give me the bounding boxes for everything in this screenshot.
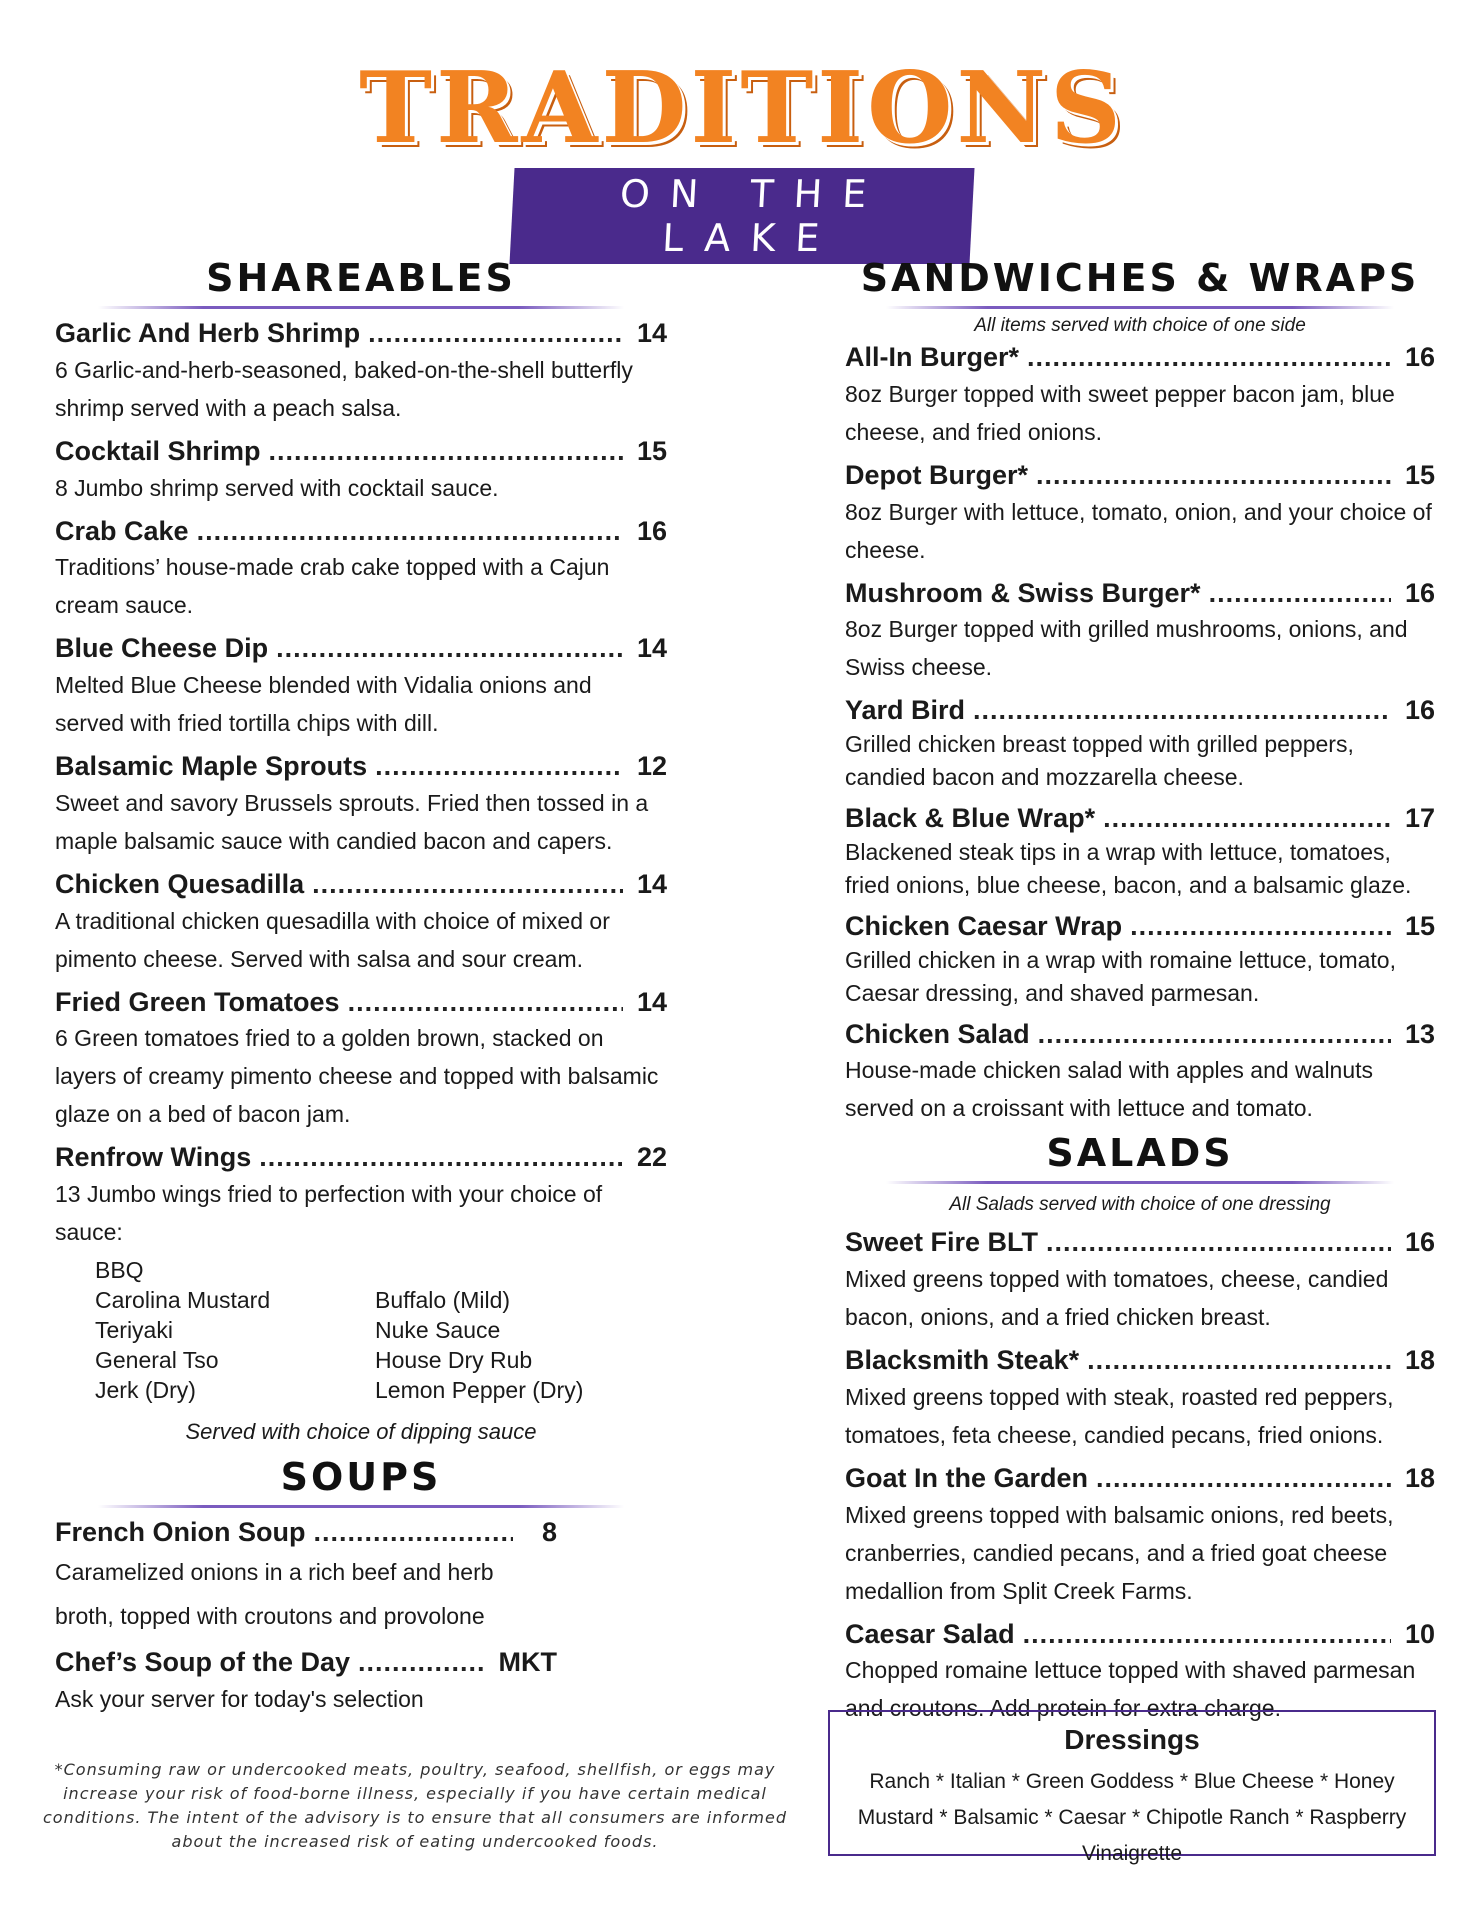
menu-item bbox=[55, 435, 667, 507]
dot-leader bbox=[1103, 802, 1391, 836]
logo-title: TRADITIONS bbox=[359, 51, 1125, 166]
item-price: 16 bbox=[636, 515, 667, 546]
item-price: MKT bbox=[498, 1646, 557, 1677]
item-description: Sweet and savory Brussels sprouts. Fried then tossed in a maple balsamic sauce with candied bacon and capers. bbox=[55, 789, 649, 854]
item-name: Chicken Salad bbox=[845, 1018, 1030, 1049]
item-description: 8 Jumbo shrimp served with cocktail sauce. bbox=[55, 474, 499, 501]
dot-leader bbox=[1027, 341, 1391, 375]
item-name: Sweet Fire BLT bbox=[845, 1227, 1039, 1258]
dressings-box bbox=[828, 1710, 1436, 1865]
item-price: 10 bbox=[1404, 1618, 1435, 1649]
dot-leader bbox=[314, 1516, 514, 1550]
item-price: 16 bbox=[1404, 577, 1435, 608]
item-price: 16 bbox=[1404, 342, 1435, 372]
menu-item bbox=[845, 802, 1435, 902]
item-price: 18 bbox=[1404, 1345, 1435, 1375]
dot-leader bbox=[375, 750, 623, 784]
dot-leader bbox=[1209, 577, 1391, 611]
dot-leader bbox=[358, 1646, 485, 1680]
item-name: Yard Bird bbox=[845, 695, 966, 726]
menu-item bbox=[55, 317, 667, 427]
sandwiches-note: All items served with choice of one side bbox=[974, 315, 1306, 336]
item-name: Balsamic Maple Sprouts bbox=[55, 751, 368, 781]
dot-leader bbox=[973, 694, 1391, 728]
item-description: Caramelized onions in a rich beef and herb broth, topped with croutons and provolone bbox=[55, 1558, 494, 1629]
item-price: 15 bbox=[1404, 910, 1435, 941]
item-description: Blackened steak tips in a wrap with lettuce, tomatoes, fried onions, blue cheese, bacon, and a balsamic glaze. bbox=[845, 838, 1412, 898]
dot-leader bbox=[276, 632, 623, 666]
item-price: 14 bbox=[636, 868, 667, 899]
sauce-option: Buffalo (Mild) bbox=[375, 1287, 511, 1313]
item-name: Blacksmith Steak* bbox=[845, 1345, 1080, 1375]
soups-title: SOUPS bbox=[280, 1455, 442, 1499]
item-description: Mixed greens topped with steak, roasted red peppers, tomatoes, feta cheese, candied pecans, fried onions. bbox=[845, 1383, 1394, 1448]
menu-item bbox=[845, 694, 1435, 794]
item-name: Caesar Salad bbox=[845, 1618, 1015, 1649]
item-name: Mushroom & Swiss Burger* bbox=[845, 577, 1201, 608]
item-name: Depot Burger* bbox=[845, 459, 1029, 490]
item-name: Chicken Caesar Wrap bbox=[845, 910, 1123, 941]
item-name: Renfrow Wings bbox=[55, 1142, 252, 1173]
menu-item bbox=[55, 750, 667, 860]
item-price: 8 bbox=[541, 1517, 557, 1547]
item-price: 16 bbox=[1404, 695, 1435, 726]
item-name: Chef’s Soup of the Day bbox=[55, 1646, 351, 1677]
menu-item bbox=[55, 632, 667, 742]
item-name: Fried Green Tomatoes bbox=[55, 986, 340, 1017]
right-column bbox=[845, 256, 1435, 1727]
dot-leader bbox=[1038, 1018, 1391, 1052]
dot-leader bbox=[368, 317, 623, 351]
menu-item bbox=[845, 1344, 1435, 1454]
item-price: 14 bbox=[636, 633, 667, 664]
dressings-list: Ranch * Italian * Green Goddess * Blue Cheese * Honey Mustard * Balsamic * Caesar * Chipotle Ranch * Raspberry Vinaigrette bbox=[857, 1770, 1407, 1865]
dot-leader bbox=[1096, 1462, 1391, 1496]
wing-sauce-list bbox=[95, 1255, 667, 1405]
dot-leader bbox=[1023, 1618, 1391, 1652]
item-description: Mixed greens topped with balsamic onions, red beets, cranberries, candied pecans, and a fried goat cheese medallion from Split Creek Farms. bbox=[845, 1501, 1394, 1604]
menu-item bbox=[55, 1141, 667, 1251]
sauce-option: Teriyaki bbox=[95, 1317, 173, 1343]
sauce-option: Jerk (Dry) bbox=[95, 1377, 196, 1403]
dot-leader bbox=[197, 515, 623, 549]
item-description: Grilled chicken breast topped with grilled peppers, candied bacon and mozzarella cheese. bbox=[845, 731, 1354, 790]
section-divider bbox=[886, 306, 1393, 309]
menu-item bbox=[845, 1226, 1435, 1336]
dot-leader bbox=[1130, 910, 1391, 944]
sauce-option: BBQ bbox=[95, 1257, 144, 1283]
item-name: Black & Blue Wrap* bbox=[845, 803, 1096, 833]
item-description: Grilled chicken in a wrap with romaine lettuce, tomato, Caesar dressing, and shaved parmesan. bbox=[845, 946, 1396, 1006]
item-description: 8oz Burger with lettuce, tomato, onion, and your choice of cheese. bbox=[845, 498, 1432, 563]
item-price: 17 bbox=[1404, 803, 1435, 833]
item-price: 12 bbox=[636, 751, 667, 781]
item-price: 22 bbox=[636, 1142, 667, 1173]
dot-leader bbox=[259, 1141, 623, 1175]
menu-item bbox=[55, 868, 667, 978]
salads-note: All Salads served with choice of one dressing bbox=[949, 1194, 1331, 1216]
item-name: Blue Cheese Dip bbox=[55, 633, 269, 664]
item-description: Mixed greens topped with tomatoes, cheese, candied bacon, onions, and a fried chicken breast. bbox=[845, 1266, 1389, 1330]
dot-leader bbox=[348, 986, 623, 1020]
item-description: Traditions’ house-made crab cake topped with a Cajun cream sauce. bbox=[55, 554, 610, 619]
menu-item bbox=[55, 1646, 667, 1718]
item-description: 6 Green tomatoes fried to a golden brown, stacked on layers of creamy pimento cheese and topped with balsamic glaze on a bed of bacon jam. bbox=[55, 1025, 659, 1128]
menu-item bbox=[55, 515, 667, 625]
item-price: 13 bbox=[1404, 1018, 1435, 1049]
dot-leader bbox=[312, 868, 623, 902]
item-price: 14 bbox=[636, 986, 667, 1017]
dot-leader bbox=[1087, 1344, 1391, 1378]
item-description: 13 Jumbo wings fried to perfection with your choice of sauce: bbox=[55, 1181, 603, 1245]
item-description: House-made chicken salad with apples and walnuts served on a croissant with lettuce and tomato. bbox=[845, 1057, 1374, 1122]
menu-item bbox=[55, 1516, 667, 1638]
sauce-option: Carolina Mustard bbox=[95, 1287, 271, 1313]
dressings-title: Dressings bbox=[1064, 1724, 1200, 1755]
salads-title: SALADS bbox=[1046, 1131, 1234, 1176]
item-description: Chopped romaine lettuce topped with shaved parmesan and croutons. Add protein for extra charge. bbox=[845, 1657, 1416, 1722]
item-description: Melted Blue Cheese blended with Vidalia onions and served with fried tortilla chips with dill. bbox=[55, 672, 592, 736]
item-price: 15 bbox=[636, 435, 667, 466]
item-name: French Onion Soup bbox=[55, 1517, 306, 1547]
logo-subtitle: ON THE LAKE bbox=[509, 168, 974, 264]
item-name: Goat In the Garden bbox=[845, 1462, 1089, 1493]
sauce-option: House Dry Rub bbox=[375, 1347, 533, 1373]
item-description: 8oz Burger topped with sweet pepper bacon jam, blue cheese, and fried onions. bbox=[845, 380, 1395, 445]
item-description: A traditional chicken quesadilla with choice of mixed or pimento cheese. Served with salsa and sour cream. bbox=[55, 907, 610, 972]
item-price: 14 bbox=[636, 318, 667, 348]
section-divider bbox=[98, 306, 624, 309]
menu-item bbox=[845, 1462, 1435, 1610]
sauce-option bbox=[375, 1255, 635, 1285]
restaurant-logo bbox=[0, 51, 1484, 264]
shareables-title: SHAREABLES bbox=[206, 256, 516, 300]
item-name: All-In Burger* bbox=[845, 342, 1020, 372]
dot-leader bbox=[1036, 459, 1391, 493]
item-description: Ask your server for today's selection bbox=[55, 1685, 424, 1712]
menu-item bbox=[845, 341, 1435, 451]
item-description: 6 Garlic-and-herb-seasoned, baked-on-the-shell butterfly shrimp served with a peach salsa. bbox=[55, 356, 633, 421]
item-name: Crab Cake bbox=[55, 515, 189, 546]
menu-item bbox=[55, 986, 667, 1134]
dipping-sauce-note: Served with choice of dipping sauce bbox=[185, 1419, 537, 1444]
sauce-option: Lemon Pepper (Dry) bbox=[375, 1377, 584, 1403]
menu-item bbox=[845, 577, 1435, 687]
sandwiches-title: SANDWICHES & WRAPS bbox=[860, 256, 1420, 300]
item-description: 8oz Burger topped with grilled mushrooms, onions, and Swiss cheese. bbox=[845, 616, 1408, 681]
dot-leader bbox=[1046, 1226, 1391, 1260]
food-safety-advisory: *Consuming raw or undercooked meats, poultry, seafood, shellfish, or eggs may increase your risk of food-borne illness, especially if you have certain medical conditions. The intent of the advisory is to ensure that all consumers are informed about the increased risk of eating undercooked foods. bbox=[43, 1760, 787, 1851]
sauce-option: General Tso bbox=[95, 1347, 219, 1373]
item-price: 18 bbox=[1404, 1462, 1435, 1493]
menu-item bbox=[845, 459, 1435, 569]
menu-item bbox=[845, 910, 1435, 1010]
item-name: Garlic And Herb Shrimp bbox=[55, 318, 361, 348]
sauce-option: Nuke Sauce bbox=[375, 1317, 501, 1343]
left-column bbox=[55, 256, 667, 1718]
menu-item bbox=[845, 1018, 1435, 1128]
item-price: 16 bbox=[1404, 1227, 1435, 1258]
item-name: Cocktail Shrimp bbox=[55, 435, 261, 466]
dot-leader bbox=[269, 435, 623, 469]
item-name: Chicken Quesadilla bbox=[55, 868, 305, 899]
item-price: 15 bbox=[1404, 459, 1435, 490]
section-divider bbox=[98, 1505, 624, 1508]
section-divider bbox=[886, 1181, 1393, 1184]
